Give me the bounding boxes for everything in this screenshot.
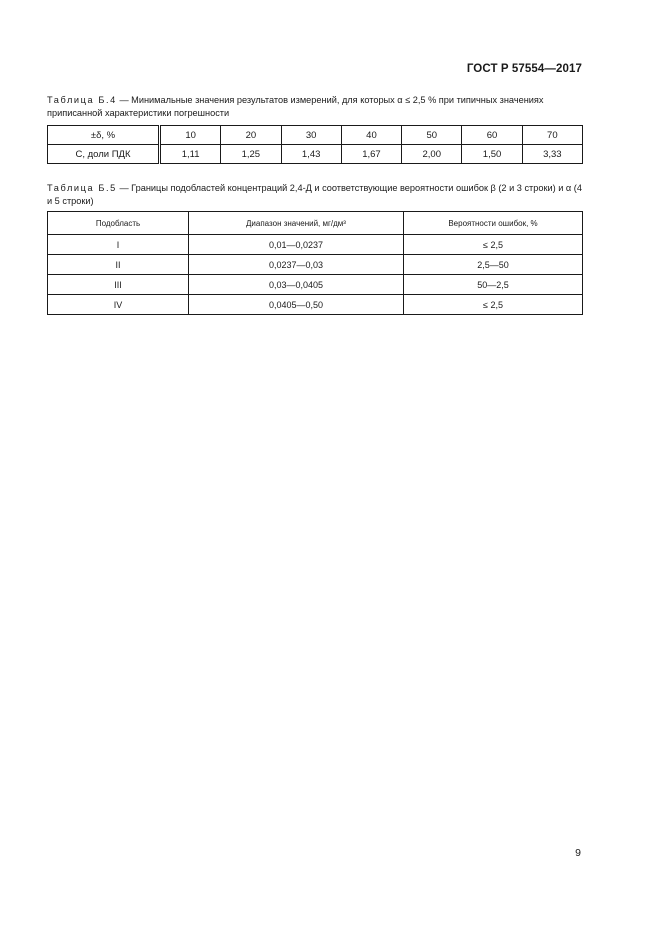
- table-row: [48, 295, 583, 315]
- table-b4-cell: 40: [341, 126, 401, 145]
- table-b5-cell: 0,01—0,0237: [189, 235, 404, 255]
- table-b4-cell: 10: [160, 126, 221, 145]
- table-b4-cell: 20: [221, 126, 281, 145]
- table-b5-cell: 0,0237—0,03: [189, 255, 404, 275]
- document-code: ГОСТ Р 57554—2017: [466, 63, 582, 75]
- table-row: [48, 235, 583, 255]
- table-b5-caption: [47, 182, 584, 207]
- table-row: [48, 275, 583, 295]
- table-b4-cell: 1,50: [462, 145, 522, 164]
- page-number: 9: [575, 847, 581, 859]
- table-b5-cell: II: [48, 255, 189, 275]
- table-b4-caption: [47, 94, 584, 119]
- table-b5-cell: III: [48, 275, 189, 295]
- table-b4-cell: 70: [522, 126, 582, 145]
- table-b5-cell: 0,03—0,0405: [189, 275, 404, 295]
- table-b4-cell: 1,25: [221, 145, 281, 164]
- table-b4-caption-text: — Минимальные значения результатов измерений, для которых α ≤ 2,5 % при типичных значениях приписанной характеристики погрешности: [47, 95, 544, 118]
- table-b4-cell: 3,33: [522, 145, 582, 164]
- table-b5-cell: ≤ 2,5: [404, 235, 583, 255]
- table-b4-row-header: C, доли ПДК: [48, 145, 160, 164]
- table-b5-caption-text: — Границы подобластей концентраций 2,4-Д и соответствующие вероятности ошибок β (2 и 3 строки) и α (4 и 5 строки): [47, 183, 582, 206]
- table-b5-cell: IV: [48, 295, 189, 315]
- table-b4: [47, 125, 583, 164]
- table-b5-column-header: Подобласть: [48, 212, 189, 235]
- table-b4-cell: 1,67: [341, 145, 401, 164]
- table-b4-cell: 1,43: [281, 145, 341, 164]
- table-b5-column-header: Вероятности ошибок, %: [404, 212, 583, 235]
- table-b5-cell: 0,0405—0,50: [189, 295, 404, 315]
- table-b4-row-delta: [48, 126, 583, 145]
- table-b4-cell: 60: [462, 126, 522, 145]
- table-b4-cell: 50: [402, 126, 462, 145]
- table-b4-caption-label: Таблица Б.4: [47, 95, 117, 105]
- table-b4-cell: 1,11: [160, 145, 221, 164]
- table-b5-cell: ≤ 2,5: [404, 295, 583, 315]
- table-b5-cell: I: [48, 235, 189, 255]
- table-b4-row-header: ±δ, %: [48, 126, 160, 145]
- table-row: [48, 255, 583, 275]
- table-b5: [47, 211, 583, 315]
- table-b5-cell: 50—2,5: [404, 275, 583, 295]
- table-b5-cell: 2,5—50: [404, 255, 583, 275]
- table-b5-header-row: [48, 212, 583, 235]
- table-b4-row-concentration: [48, 145, 583, 164]
- table-b4-cell: 30: [281, 126, 341, 145]
- table-b5-column-header: Диапазон значений, мг/дм³: [189, 212, 404, 235]
- table-b5-caption-label: Таблица Б.5: [47, 183, 117, 193]
- table-b4-cell: 2,00: [402, 145, 462, 164]
